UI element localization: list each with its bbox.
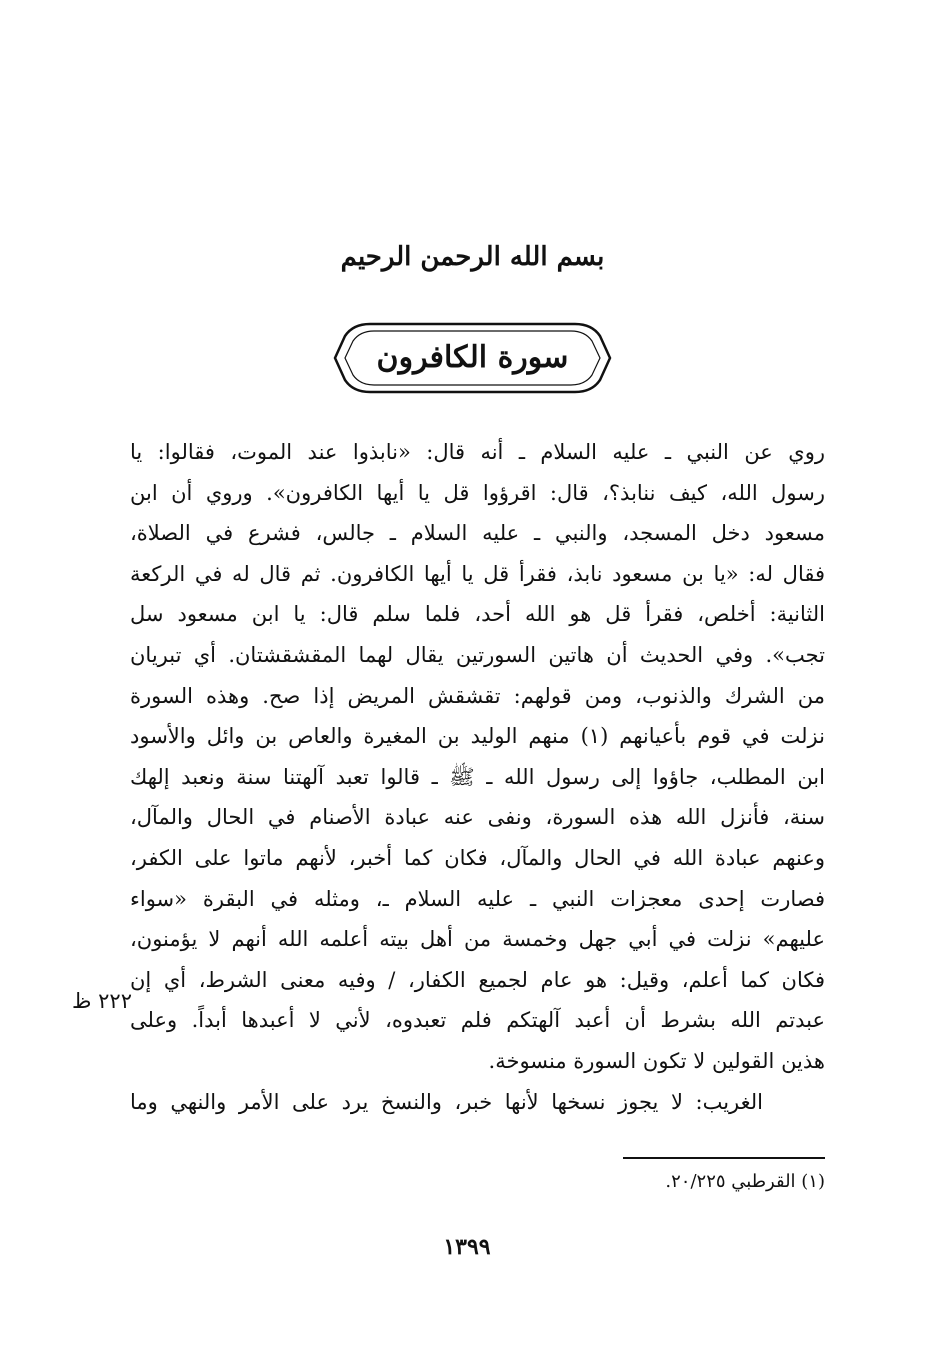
text-line: عبدتم الله بشرط أن أعبد آلهتكم فلم تعبدوه، لأني لا أعبدها أبداً. وعلى: [130, 1008, 825, 1033]
basmala-heading: بسم الله الرحمن الرحيم: [340, 242, 605, 272]
text-line: سنة، فأنزل الله هذه السورة، ونفى عنه عبادة الأصنام في الحال والمآل،: [130, 805, 825, 830]
text-line: روي عن النبي ـ عليه السلام ـ أنه قال: «نابذوا عند الموت، فقالوا: يا: [130, 440, 825, 464]
text-line: فكان كما أعلم، وقيل: هو عام لجميع الكفار، / وفيه معنى الشرط، أي إن: [130, 967, 825, 992]
main-text: [130, 432, 825, 1122]
text-line: من الشرك والذنوب، ومن قولهم: تقشقش المريض إذا صح. وهذه السورة: [130, 683, 825, 708]
text-line: فقال له: «يا بن مسعود نابذ، فقرأ قل يا أيها الكافرون. ثم قال له في الركعة: [130, 561, 825, 586]
footnote-divider: [623, 1157, 825, 1159]
text-line: الثانية: أخلص، فقرأ قل هو الله أحد، فلما سلم قال: يا ابن مسعود سل: [130, 602, 825, 627]
text-line: نزلت في قوم بأعيانهم (١) منهم الوليد بن المغيرة والعاص بن وائل والأسود: [130, 724, 825, 749]
text-line: الغريب: لا يجوز نسخها لأنها خبر، والنسخ يرد على الأمر والنهي وما: [130, 1089, 763, 1114]
page-number: ١٣٩٩: [443, 1234, 491, 1260]
text-line: ابن المطلب، جاؤوا إلى رسول الله ـ ﷺ ـ قالوا تعبد آلهتنا سنة ونعبد إلهك: [130, 764, 825, 789]
footnote: (١) القرطبي ٢٠/٢٢٥.: [665, 1171, 825, 1192]
text-line: رسول الله، كيف ننابذ؟، قال: اقرؤوا قل يا أيها الكافرون». وروي أن ابن: [130, 480, 825, 505]
text-line: عليهم» نزلت في أبي جهل وخمسة من أهل بيته أعلمه الله أنهم لا يؤمنون،: [130, 927, 825, 952]
text-line: هذين القولين لا تكون السورة منسوخة.: [488, 1048, 825, 1073]
surah-title-frame: [330, 318, 615, 398]
text-line: مسعود دخل المسجد، والنبي ـ عليه السلام ـ جالس، فشرع في الصلاة،: [130, 521, 825, 546]
text-line: تجب». وفي الحديث أن هاتين السورتين يقال لهما المقشقشتان. أي تبريان: [130, 642, 825, 667]
manuscript-folio-note: ٢٢٢ ظ: [72, 989, 132, 1013]
text-line: وعنهم عبادة الله في الحال والمآل، فكان كما أخبر، لأنهم ماتوا على الكفر،: [130, 845, 825, 870]
surah-title: سورة الكافرون: [376, 340, 569, 375]
text-line: فصارت إحدى معجزات النبي ـ عليه السلام ـ، ومثله في البقرة «سواء: [130, 886, 825, 911]
